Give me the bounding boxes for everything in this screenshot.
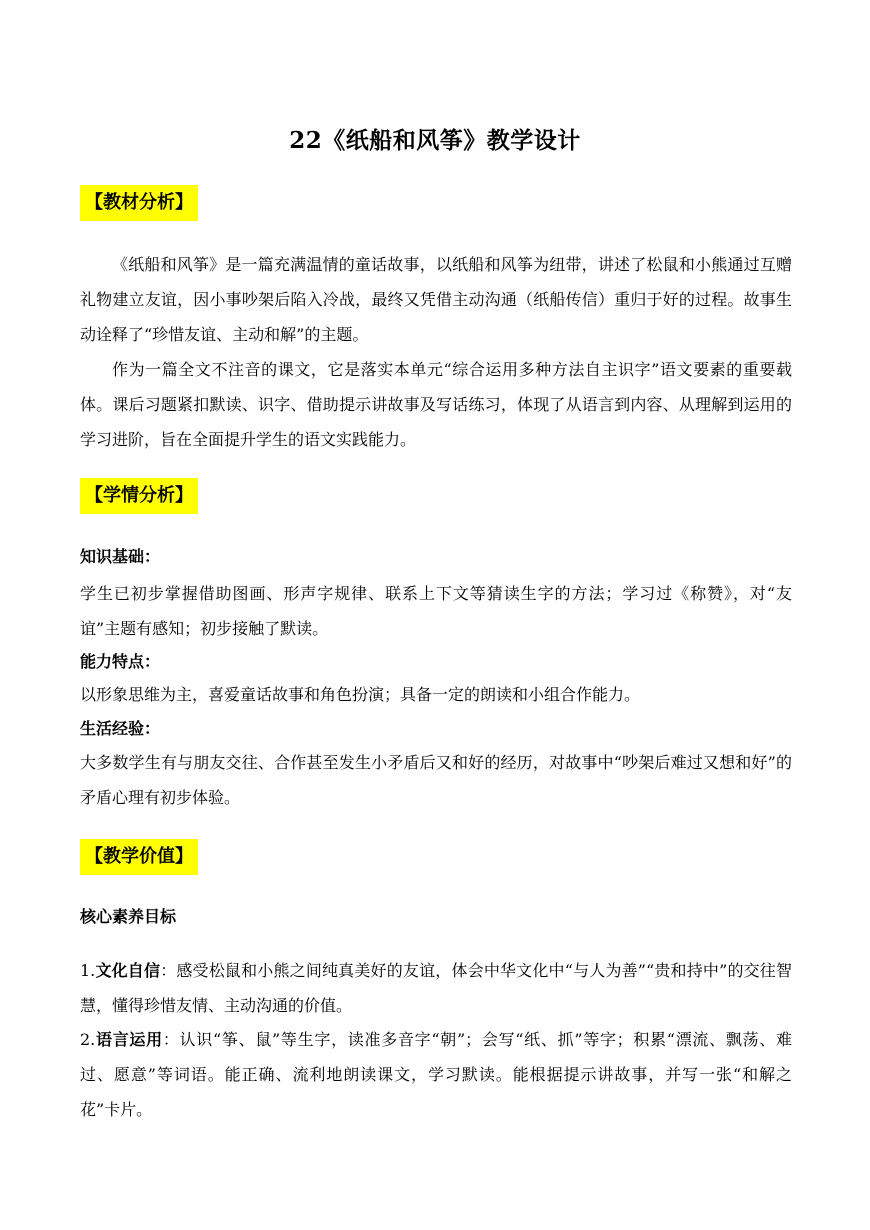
heading-textbook-analysis: 【教材分析】 — [80, 185, 198, 221]
document-title: 22《纸船和风筝》教学设计 — [289, 127, 581, 154]
goal-item-label: 文化自信 — [95, 961, 161, 980]
knowledge-text: 学生已初步掌握借助图画、形声字规律、联系上下文等猜读生字的方法；学习过《称赞》，对“友谊”主题有感知；初步接触了默读。 — [80, 584, 792, 638]
goal-item-number: 1. — [80, 961, 96, 980]
heading-student-analysis: 【学情分析】 — [80, 478, 198, 514]
heading-teaching-value: 【教学价值】 — [80, 839, 198, 875]
life-experience-text: 大多数学生有与朋友交往、合作甚至发生小矛盾后又和好的经历，对故事中“吵架后难过又想和好”的矛盾心理有初步体验。 — [80, 753, 792, 807]
goal-item-label: 语言运用 — [95, 1030, 163, 1049]
ability-text: 以形象思维为主，喜爱童话故事和角色扮演；具备一定的朗读和小组合作能力。 — [80, 685, 641, 704]
textbook-paragraph-2: 作为一篇全文不注音的课文，它是落实本单元“综合运用多种方法自主识字”语文要素的重要载体。课后习题紧扣默读、识字、借助提示讲故事及写话练习，体现了从语言到内容、从理解到运用的学习进阶，旨在全面提升学生的语文实践能力。 — [80, 360, 792, 449]
goal-item-text: ：认识“筝、鼠”等生字，读准多音字“朝”；会写“纸、抓”等字；积累“漂流、飘荡、难过、愿意”等词语。能正确、流利地朗读课文，学习默读。能根据提示讲故事，并写一张“和解之花”卡片。 — [80, 1030, 792, 1119]
knowledge-label: 知识基础： — [80, 547, 161, 566]
goal-item-language-use — [80, 1022, 792, 1127]
textbook-paragraph-1: 《纸船和风筝》是一篇充满温情的童话故事，以纸船和风筝为纽带，讲述了松鼠和小熊通过互赠礼物建立友谊，因小事吵架后陷入冷战，最终又凭借主动沟通（纸船传信）重归于好的过程。故事生动诠释了“珍惜友谊、主动和解”的主题。 — [80, 255, 792, 344]
core-literacy-label: 核心素养目标 — [80, 907, 177, 926]
life-experience-label: 生活经验： — [80, 719, 161, 738]
goal-item-cultural-confidence — [80, 953, 792, 1023]
goal-item-number: 2. — [80, 1030, 96, 1049]
ability-label: 能力特点： — [80, 652, 161, 671]
goal-item-text: ：感受松鼠和小熊之间纯真美好的友谊，体会中华文化中“与人为善”“贵和持中”的交往智慧，懂得珍惜友情、主动沟通的价值。 — [80, 961, 792, 1015]
